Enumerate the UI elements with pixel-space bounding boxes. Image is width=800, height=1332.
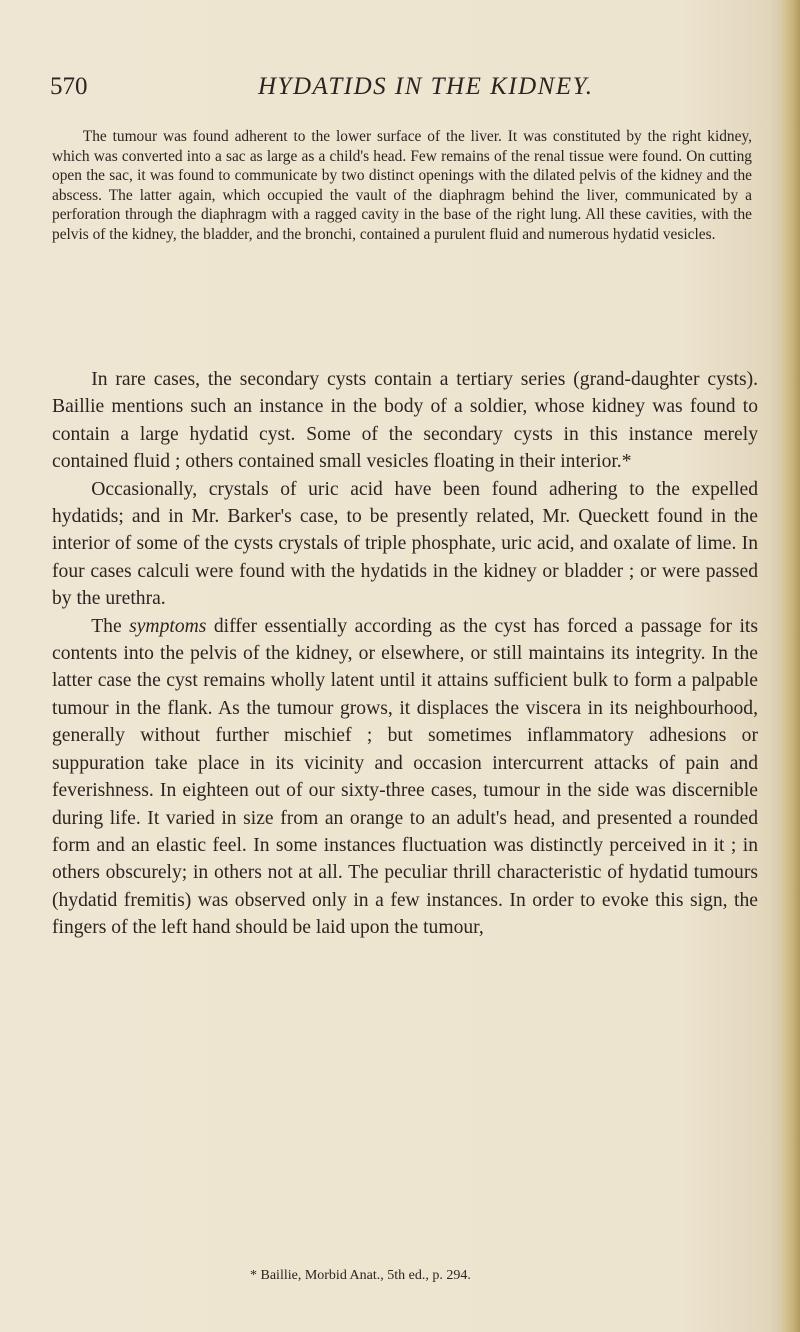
page-number: 570 [50, 73, 88, 100]
running-head: HYDATIDS IN THE KIDNEY. [258, 73, 594, 100]
symptoms-lead: The [91, 615, 130, 637]
page-header [50, 73, 770, 105]
symptoms-body: differ essentially according as the cyst has forced a passage for its contents into the pelvis of the kidney, or elsewhere, or still maintains its integrity. In the latter case the cyst remains wholly latent until it attains sufficient bulk to form a palpable tumour in the flank. As the tumour grows, it displaces the viscera in its neighbourhood, generally without further mischief ; but sometimes inflammatory adhesions or suppuration take place in its vicinity and occasion intercurrent attacks of pain and feverishness. In eighteen out of our sixty-three cases, tumour in the side was discernible during life. It varied in size from an orange to an adult's head, and presented a rounded form and an elastic feel. In some instances fluctuation was distinctly perceived in it ; in others obscurely; in others not at all. The peculiar thrill characteristic of hydatid tumours (hydatid fremitis) was observed only in a few instances. In order to evoke this sign, the fingers of the left hand should be laid upon the tumour, [52, 615, 758, 939]
paragraph-tertiary-cysts: In rare cases, the secondary cysts contain a tertiary series (grand-daughter cysts). Baillie mentions such an instance in the body of a soldier, whose kidney was found to contain a large hydatid cyst. Some of the secondary cysts in this instance merely contained fluid ; others contained small vesicles floating in their interior.* [52, 369, 758, 473]
case-report-paragraph: The tumour was found adherent to the lower surface of the liver. It was constituted by the right kidney, which was converted into a sac as large as a child's head. Few remains of the renal tissue were found. On cutting open the sac, it was found to communicate by two distinct openings with the dilated pelvis of the kidney and the abscess. The latter again, which occupied the vault of the diaphragm behind the liver, communicated by a perforation through the diaphragm with a ragged cavity in the base of the right lung. All these cavities, with the pelvis of the kidney, the bladder, and the bronchi, contained a purulent fluid and numerous hydatid vesicles. [52, 128, 752, 243]
footnote: * Baillie, Morbid Anat., 5th ed., p. 294. [250, 1268, 471, 1283]
paragraph-crystals: Occasionally, crystals of uric acid have been found adhering to the expelled hydatids; and in Mr. Barker's case, to be presently related, Mr. Queckett found in the interior of some of the cysts crystals of triple phosphate, uric acid, and oxalate of lime. In four cases calculi were found with the hydatids in the kidney or bladder ; or were passed by the urethra. [52, 478, 758, 610]
paragraph-symptoms [52, 613, 758, 942]
page-edge [782, 0, 800, 1332]
symptoms-italic-word: symptoms [129, 615, 207, 637]
main-text [52, 366, 758, 942]
